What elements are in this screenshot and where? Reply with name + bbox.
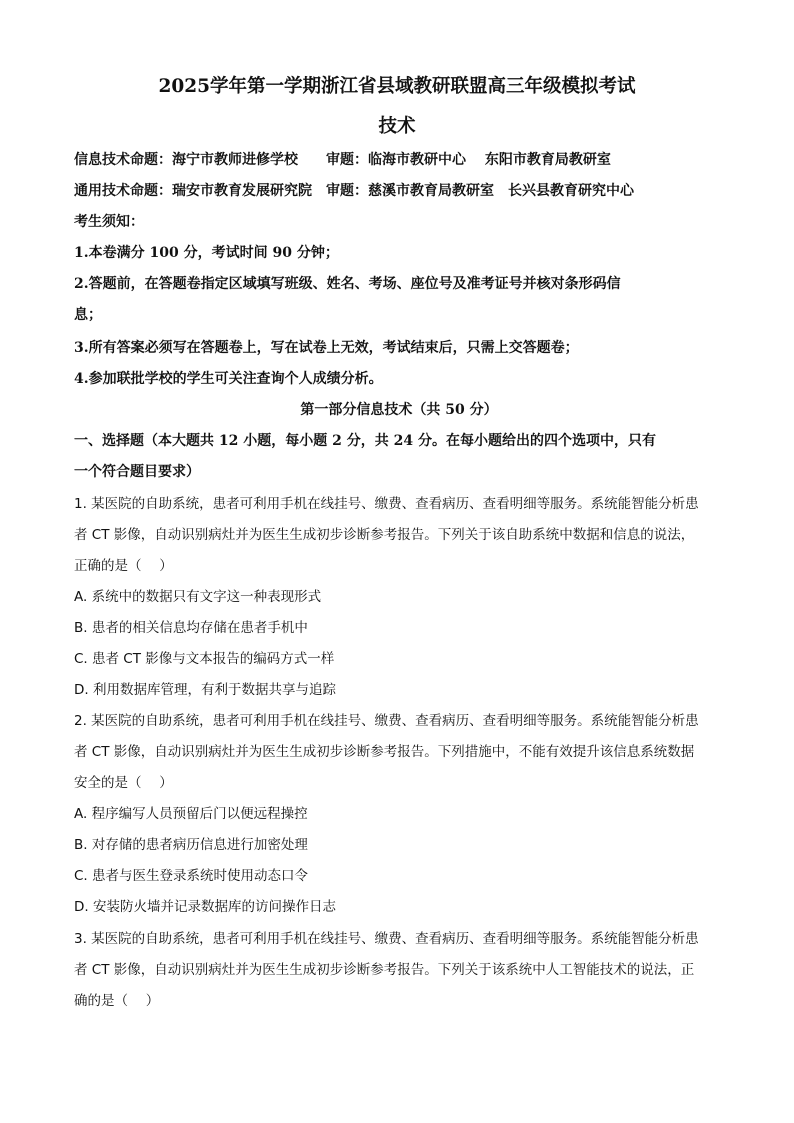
author-info-line: 信息技术命题：海宁市教师进修学校 审题：临海市教研中心 东阳市教育局教研室 (74, 152, 611, 168)
question-stem-line: 1. 某医院的自助系统，患者可利用手机在线挂号、缴费、查看病历、查看明细等服务。系统能智能分析患 (74, 496, 699, 512)
question-stem-line: 正确的是（ ） (74, 558, 173, 574)
answer-option: D. 利用数据库管理，有利于数据共享与追踪 (74, 682, 336, 698)
answer-option: A. 程序编写人员预留后门以便远程操控 (74, 806, 308, 822)
answer-option: B. 患者的相关信息均存储在患者手机中 (74, 620, 308, 636)
notice-item: 1.本卷满分 100 分，考试时间 90 分钟； (74, 245, 339, 261)
question-stem-line: 2. 某医院的自助系统，患者可利用手机在线挂号、缴费、查看病历、查看明细等服务。系统能智能分析患 (74, 713, 699, 729)
exam-title: 2025学年第一学期浙江省县域教研联盟高三年级模拟考试 (158, 76, 636, 97)
author-info-line: 通用技术命题：瑞安市教育发展研究院 审题：慈溪市教育局教研室 长兴县教育研究中心 (74, 183, 634, 199)
section-heading-continued: 一个符合题目要求） (74, 464, 200, 480)
question-stem-line: 者 CT 影像，自动识别病灶并为医生生成初步诊断参考报告。下列措施中，不能有效提升该信息系统数据 (74, 744, 695, 760)
part-title: 第一部分信息技术（共 50 分） (300, 402, 498, 418)
question-stem-line: 者 CT 影像，自动识别病灶并为医生生成初步诊断参考报告。下列关于该系统中人工智能技术的说法，正 (74, 962, 695, 978)
notice-item: 4.参加联批学校的学生可关注查询个人成绩分析。 (74, 371, 383, 387)
notice-item-continued: 息； (74, 307, 102, 323)
notice-item: 2.答题前，在答题卷指定区域填写班级、姓名、考场、座位号及准考证号并核对条形码信 (74, 276, 621, 292)
question-stem-line: 安全的是（ ） (74, 775, 173, 791)
question-stem-line: 者 CT 影像，自动识别病灶并为医生生成初步诊断参考报告。下列关于该自助系统中数据和信息的说法， (74, 527, 695, 543)
notice-heading: 考生须知： (74, 214, 144, 230)
section-heading: 一、选择题（本大题共 12 小题，每小题 2 分，共 24 分。在每小题给出的四个选项中，只有 (74, 433, 656, 449)
notice-item: 3.所有答案必须写在答题卷上，写在试卷上无效，考试结束后，只需上交答题卷； (74, 340, 579, 356)
answer-option: D. 安装防火墙并记录数据库的访问操作日志 (74, 899, 336, 915)
subject-title: 技术 (378, 116, 416, 137)
answer-option: B. 对存储的患者病历信息进行加密处理 (74, 837, 308, 853)
question-stem-line: 3. 某医院的自助系统，患者可利用手机在线挂号、缴费、查看病历、查看明细等服务。系统能智能分析患 (74, 931, 699, 947)
answer-option: C. 患者 CT 影像与文本报告的编码方式一样 (74, 651, 335, 667)
question-stem-line: 确的是（ ） (74, 993, 160, 1009)
answer-option: C. 患者与医生登录系统时使用动态口令 (74, 868, 309, 884)
answer-option: A. 系统中的数据只有文字这一种表现形式 (74, 589, 322, 605)
